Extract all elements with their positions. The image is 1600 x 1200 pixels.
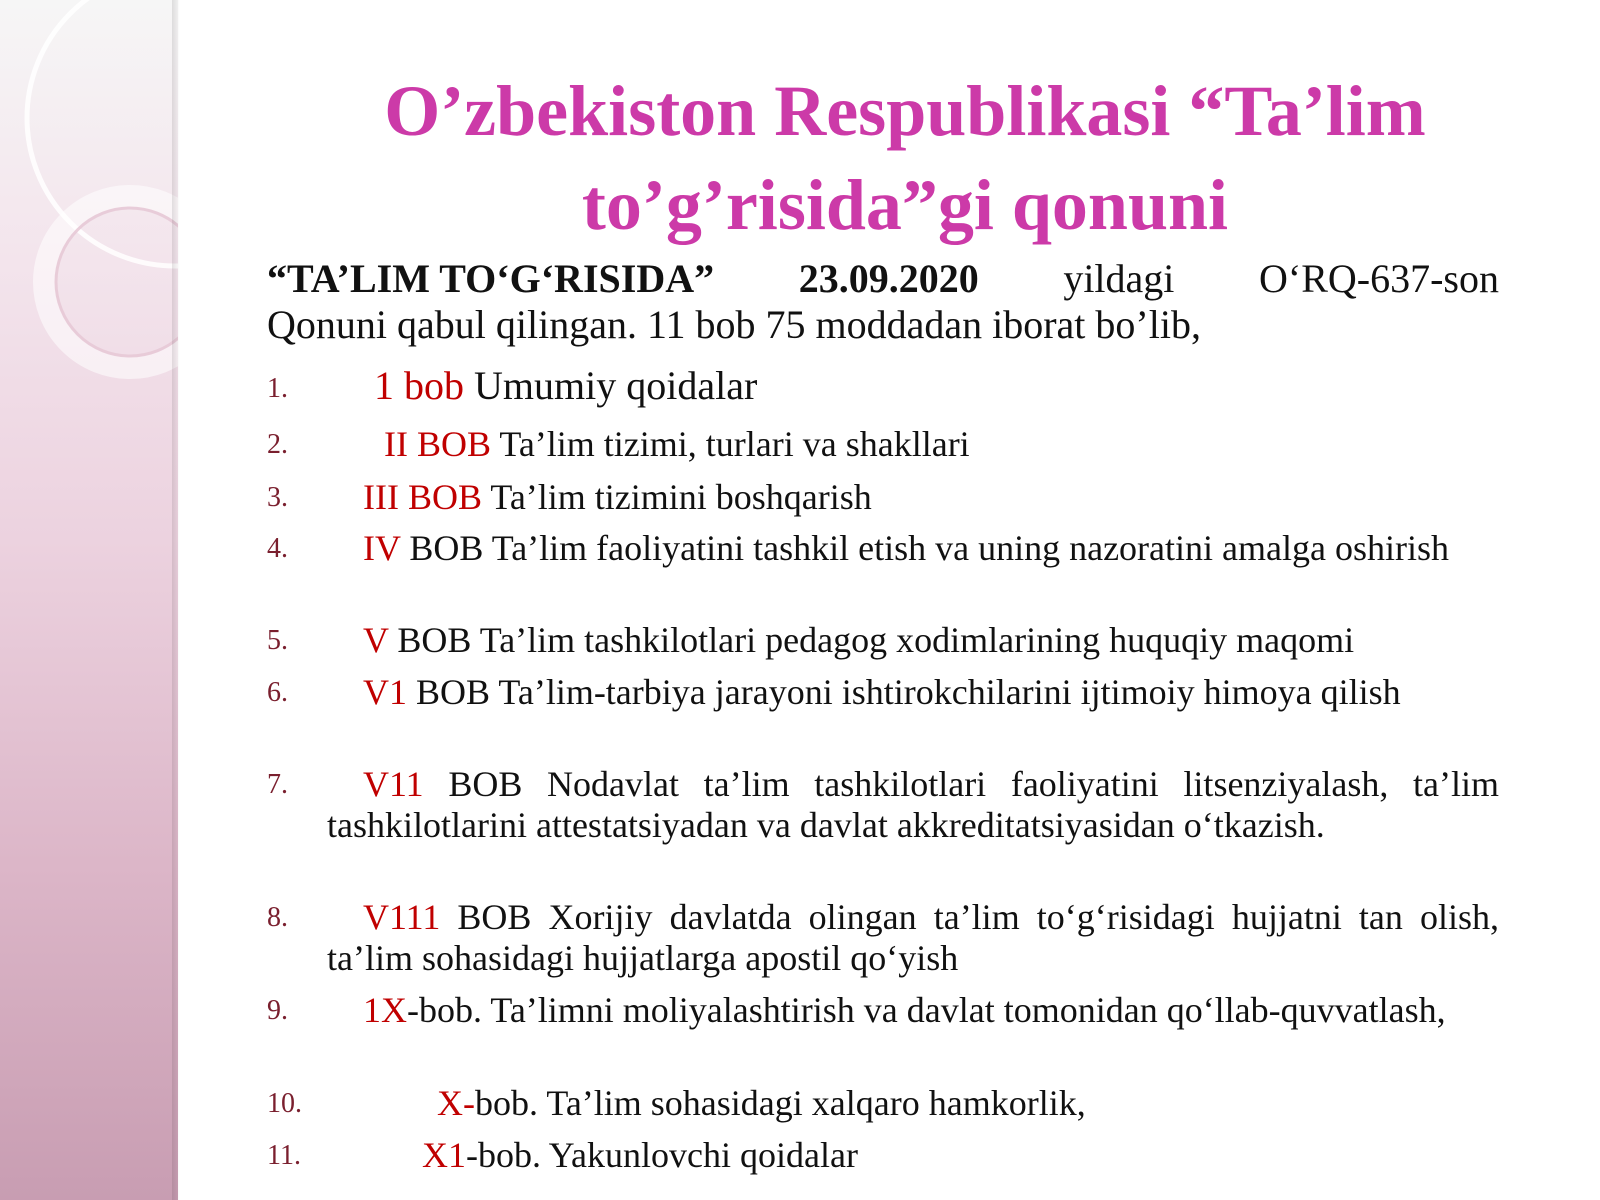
chapter-text [327, 990, 1499, 1031]
chapter-code: X- [437, 1083, 475, 1123]
list-number: 2. [267, 429, 288, 460]
chapter-text [363, 620, 1499, 661]
chapter-text [384, 424, 1499, 465]
chapter-title: Ta’lim tizimi, turlari va shakllari [491, 424, 970, 464]
chapter-code: X1 [422, 1135, 466, 1175]
chapter-text [363, 477, 1499, 518]
chapter-code: IV [363, 528, 401, 568]
chapter-code: V111 [363, 897, 441, 937]
law-code: O‘RQ-637-son [1259, 256, 1499, 301]
decorative-ring-large [27, 0, 178, 266]
list-number: 10. [267, 1088, 302, 1119]
chapter-code: V11 [363, 764, 424, 804]
chapter-code: III BOB [363, 477, 482, 517]
chapter-code: V [363, 620, 389, 660]
chapter-code: II BOB [384, 424, 491, 464]
list-number: 6. [267, 677, 288, 708]
list-number: 4. [267, 533, 288, 564]
decorative-rings [0, 0, 178, 1200]
chapter-title: Ta’lim tizimini boshqarish [482, 477, 872, 517]
chapter-title: -bob. Ta’limni moliyalashtirish va davlat tomonidan qo‘llab-quvvatlash, [407, 990, 1446, 1030]
chapter-list [267, 0, 1499, 1200]
chapter-title: BOB Xorijiy davlatda olingan ta’lim to‘g‘risidagi hujjatni tan olish, ta’lim sohasidagi hujjatlarga apostil qo‘yish [327, 897, 1499, 978]
chapter-text [437, 1083, 1499, 1124]
list-number: 8. [267, 902, 288, 933]
chapter-code: V1 [363, 672, 407, 712]
chapter-title: BOB Ta’lim tashkilotlari pedagog xodimlarining huquqiy maqomi [388, 620, 1355, 660]
decorative-ring-thick [44, 196, 178, 368]
law-date: 23.09.2020 [798, 256, 979, 301]
chapter-title: BOB Nodavlat ta’lim tashkilotlari faoliyatini litsenziyalash, ta’lim tashkilotlarini attestatsiyadan va davlat akkreditatsiyasidan o‘tkazish. [327, 764, 1499, 845]
chapter-title: bob. Ta’lim sohasidagi xalqaro hamkorlik, [475, 1083, 1086, 1123]
chapter-code: 1X [363, 990, 407, 1030]
list-number: 1. [267, 373, 288, 404]
intro-line-2: Qonuni qabul qilingan. 11 bob 75 moddadan iborat bo’lib, [267, 302, 1201, 347]
list-number: 7. [267, 769, 288, 800]
chapter-title: -bob. Yakunlovchi qoidalar [466, 1135, 858, 1175]
decorative-sidebar [0, 0, 178, 1200]
chapter-code: 1 bob [374, 363, 464, 408]
slide-title-line-2: to’g’risida”gi qonuni [581, 165, 1229, 245]
chapter-text [374, 364, 1499, 408]
slide-title-line-1: O’zbekiston Respublikasi “Ta’lim [384, 71, 1426, 151]
sidebar-edge-shadow [172, 0, 180, 1200]
list-number: 3. [267, 482, 288, 513]
chapter-text [327, 672, 1499, 713]
chapter-title: BOB Ta’lim faoliyatini tashkil etish va uning nazoratini amalga oshirish [400, 528, 1449, 568]
list-number: 9. [267, 995, 288, 1026]
list-number: 11. [267, 1140, 301, 1171]
chapter-text [422, 1135, 1499, 1176]
intro-word-yildagi: yildagi [1063, 256, 1175, 301]
chapter-title: BOB Ta’lim-tarbiya jarayoni ishtirokchilarini ijtimoiy himoya qilish [407, 672, 1401, 712]
chapter-text [327, 764, 1499, 846]
list-number: 5. [267, 625, 288, 656]
chapter-text [327, 897, 1499, 979]
law-name: “TA’LIM TO‘G‘RISIDA” [267, 256, 715, 301]
chapter-text [327, 528, 1499, 569]
chapter-title: Umumiy qoidalar [464, 363, 758, 408]
